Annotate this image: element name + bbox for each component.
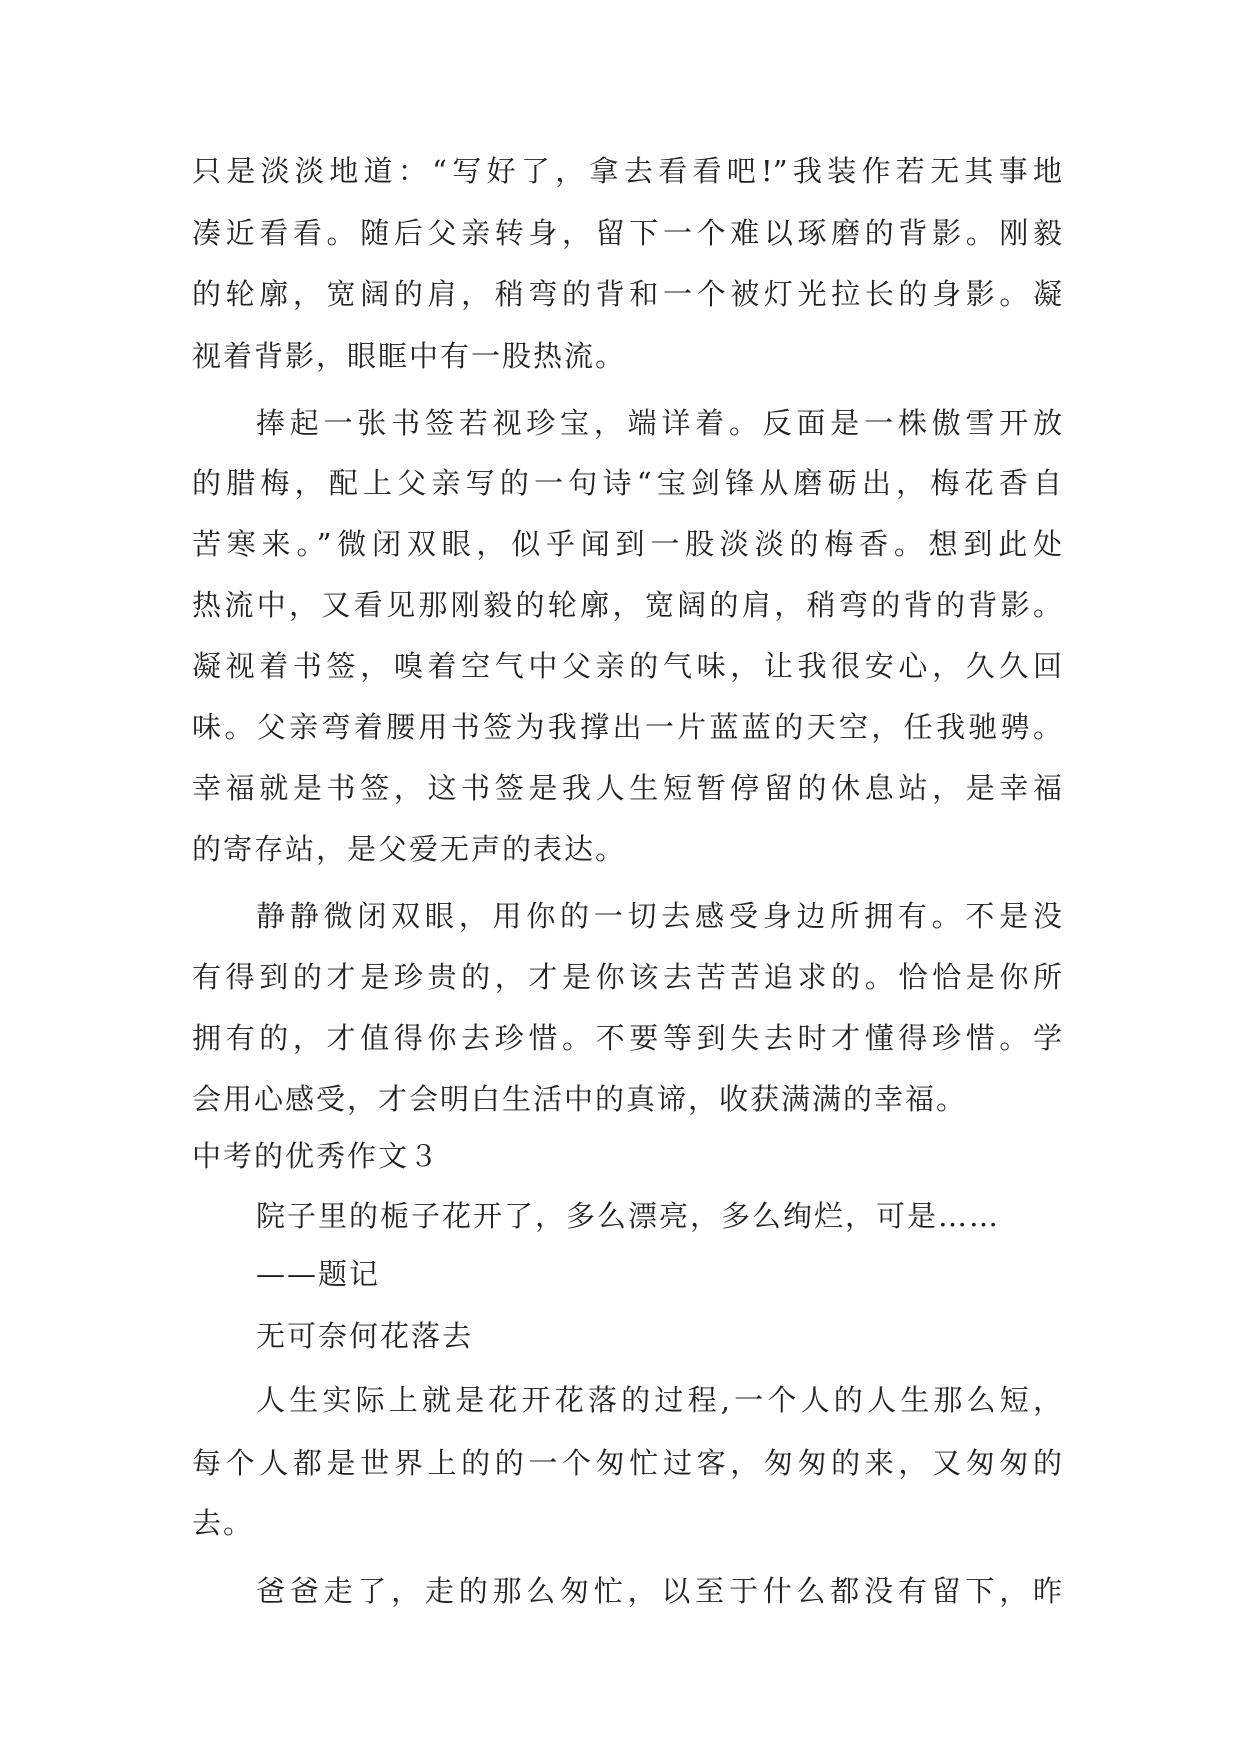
text-line: 凝视着书签，嗅着空气中父亲的气味，让我很安心，久久回: [192, 649, 1062, 683]
text-line: 去。: [192, 1506, 255, 1540]
essay-title: 中考的优秀作文３: [192, 1139, 441, 1173]
text-line: 的腊梅，配上父亲写的一句诗“宝剑锋从磨砺出，梅花香自: [192, 466, 1062, 500]
text-line: 的寄存站，是父爱无声的表达。: [192, 832, 627, 866]
text-line: 的轮廓，宽阔的肩，稍弯的背和一个被灯光拉长的身影。凝: [192, 277, 1062, 311]
text-line: 拥有的，才值得你去珍惜。不要等到失去时才懂得珍惜。学: [192, 1021, 1062, 1055]
text-line: 热流中，又看见那刚毅的轮廓，宽阔的肩，稍弯的背的背影。: [192, 588, 1062, 622]
text-line: 会用心感受，才会明白生活中的真谛，收获满满的幸福。: [192, 1082, 968, 1116]
text-line: 只是淡淡地道：“写好了，拿去看看吧!”我装作若无其事地: [192, 154, 1062, 188]
text-line: 视着背影，眼眶中有一股热流。: [192, 339, 627, 373]
text-line: 捧起一张书签若视珍宝，端详着。反面是一株傲雪开放: [256, 406, 1062, 440]
text-line: 苦寒来。”微闭双眼，似乎闻到一股淡淡的梅香。想到此处: [192, 527, 1062, 561]
epigraph-attribution: ——题记: [256, 1257, 381, 1291]
text-line: 幸福就是书签，这书签是我人生短暂停留的休息站，是幸福: [192, 771, 1062, 805]
text-line: 每个人都是世界上的的一个匆忙过客，匆匆的来，又匆匆的: [192, 1446, 1062, 1480]
text-line: 有得到的才是珍贵的，才是你该去苦苦追求的。恰恰是你所: [192, 960, 1062, 994]
text-line: 静静微闭双眼，用你的一切去感受身边所拥有。不是没: [256, 899, 1062, 933]
text-line: 凑近看看。随后父亲转身，留下一个难以琢磨的背影。刚毅: [192, 216, 1062, 250]
text-line: 味。父亲弯着腰用书签为我撑出一片蓝蓝的天空，任我驰骋。: [192, 710, 1062, 744]
text-line: 爸爸走了，走的那么匆忙，以至于什么都没有留下，昨: [256, 1574, 1062, 1608]
epigraph: 院子里的栀子花开了，多么漂亮，多么绚烂，可是……: [256, 1199, 1001, 1233]
subheading: 无可奈何花落去: [256, 1319, 474, 1353]
text-line: 人生实际上就是花开花落的过程,一个人的人生那么短，: [256, 1383, 1062, 1417]
